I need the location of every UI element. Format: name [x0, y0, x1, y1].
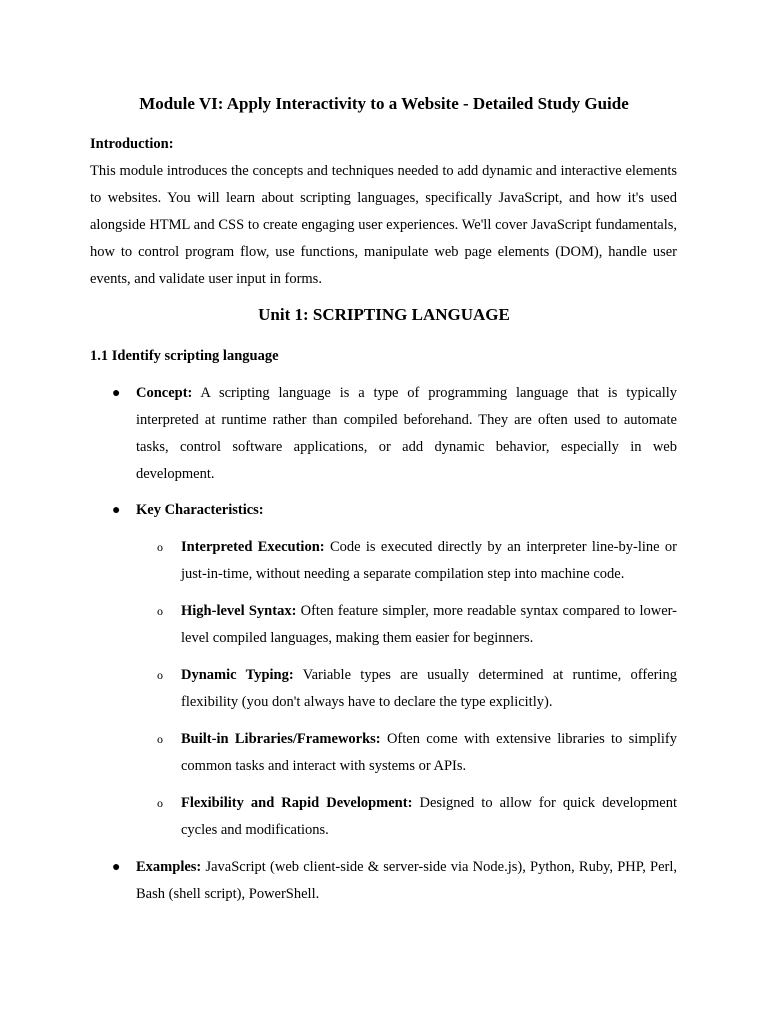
- sub-bullet-text: Variable types are usually determined at runtime, offering flexibility (you don't always have to declare the type explicitly).: [181, 667, 677, 710]
- bullet-dot-icon: ●: [112, 386, 121, 401]
- sub-bullet-item: [157, 662, 677, 716]
- bullet-label: Examples:: [136, 859, 202, 875]
- sub-bullet-item: [157, 790, 677, 844]
- sub-bullet-circle-icon: o: [157, 796, 163, 810]
- sub-bullet-label: Dynamic Typing:: [181, 667, 294, 683]
- unit-heading: Unit 1: SCRIPTING LANGUAGE: [258, 305, 510, 324]
- sub-bullet-item: [157, 534, 677, 588]
- sub-bullet-circle-icon: o: [157, 540, 163, 554]
- introduction-paragraph: This module introduces the concepts and techniques needed to add dynamic and interactive elements to websites. You will learn about scripting languages, specifically JavaScript, and how it's used alongside HTML and CSS to create engaging user experiences. We'll cover JavaScript fundamentals, how to control program flow, use functions, manipulate web page elements (DOM), handle user events, and validate user input in forms.: [90, 163, 677, 287]
- section-heading: 1.1 Identify scripting language: [90, 348, 279, 364]
- bullet-text: JavaScript (web client-side & server-side via Node.js), Python, Ruby, PHP, Perl, Bash (shell script), PowerShell.: [136, 859, 677, 902]
- bullet-dot-icon: ●: [112, 503, 121, 518]
- bullet-concept: [112, 380, 677, 488]
- bullet-text: A scripting language is a type of programming language that is typically interpreted at runtime rather than compiled beforehand. They are often used to automate tasks, control software applications, or add dynamic behavior, especially in web development.: [136, 385, 677, 482]
- bullet-examples: [112, 854, 677, 908]
- sub-bullet-label: Flexibility and Rapid Development:: [181, 795, 413, 811]
- introduction-heading: Introduction:: [90, 136, 174, 152]
- sub-bullet-circle-icon: o: [157, 604, 163, 618]
- sub-bullet-circle-icon: o: [157, 668, 163, 682]
- sub-bullet-label: Interpreted Execution:: [181, 539, 325, 555]
- sub-bullet-label: Built-in Libraries/Frameworks:: [181, 731, 381, 747]
- sub-bullet-text: Designed to allow for quick development cycles and modifications.: [181, 795, 677, 838]
- sub-bullet-label: High-level Syntax:: [181, 603, 297, 619]
- sub-bullet-text: Code is executed directly by an interpreter line-by-line or just-in-time, without needing a separate compilation step into machine code.: [181, 539, 677, 582]
- sub-bullet-item: [157, 598, 678, 652]
- sub-bullet-text: Often come with extensive libraries to simplify common tasks and interact with systems or APIs.: [181, 731, 677, 774]
- sub-bullet-item: [157, 726, 677, 780]
- bullet-dot-icon: ●: [112, 860, 121, 875]
- bullet-label: Key Characteristics:: [136, 502, 264, 518]
- bullet-label: Concept:: [136, 385, 193, 401]
- sub-bullet-circle-icon: o: [157, 732, 163, 746]
- page-title: Module VI: Apply Interactivity to a Website - Detailed Study Guide: [139, 94, 629, 113]
- bullet-key-characteristics: [112, 497, 677, 524]
- sub-bullet-text: Often feature simpler, more readable syntax compared to lower-level compiled languages, making them easier for beginners.: [181, 603, 678, 646]
